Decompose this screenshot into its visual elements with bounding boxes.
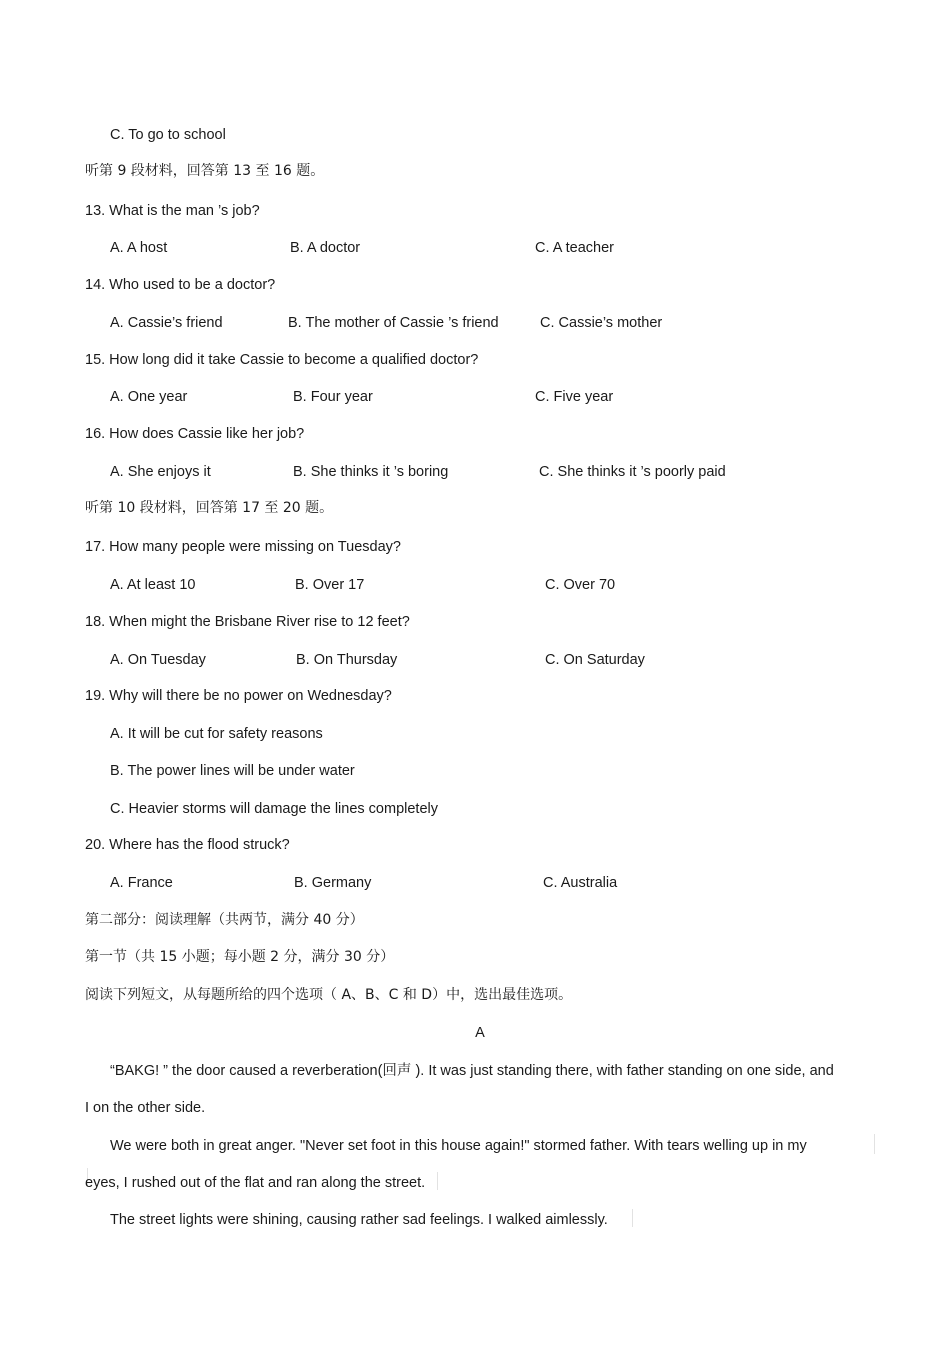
q20-option-c: C. Australia bbox=[543, 875, 618, 891]
q13-option-c: C. A teacher bbox=[535, 240, 614, 256]
passage-p1-line2: I on the other side. bbox=[85, 1100, 206, 1116]
part2-section1-header: 第一节（共 15 小题；每小题 2 分，满分 30 分） bbox=[85, 949, 395, 965]
q14-question: 14. Who used to be a doctor? bbox=[85, 277, 276, 293]
q20-question: 20. Where has the flood struck? bbox=[85, 837, 290, 853]
q12-option-c: C. To go to school bbox=[110, 127, 226, 143]
part2-instruction: 阅读下列短文，从每题所给的四个选项（ A、B、C 和 D）中，选出最佳选项。 bbox=[85, 987, 573, 1003]
section-9-header: 听第 9 段材料，回答第 13 至 16 题。 bbox=[85, 163, 325, 179]
q17-option-a: A. At least 10 bbox=[110, 577, 196, 593]
q18-option-a: A. On Tuesday bbox=[110, 652, 206, 668]
q18-question: 18. When might the Brisbane River rise to 12 feet? bbox=[85, 614, 410, 630]
passage-label: A bbox=[475, 1025, 485, 1041]
q19-option-b: B. The power lines will be under water bbox=[110, 763, 355, 779]
q16-question: 16. How does Cassie like her job? bbox=[85, 426, 305, 442]
q14-option-a: A. Cassie’s friend bbox=[110, 315, 223, 331]
q16-option-b: B. She thinks it ’s boring bbox=[293, 464, 449, 480]
q18-option-b: B. On Thursday bbox=[296, 652, 398, 668]
passage-p1-line1: “BAKG! ” the door caused a reverberation(回声 ). It was just standing there, with father standing on one side, and bbox=[110, 1063, 834, 1079]
passage-p3-line1: The street lights were shining, causing rather sad feelings. I walked aimlessly. bbox=[110, 1212, 608, 1228]
q19-question: 19. Why will there be no power on Wednesday? bbox=[85, 688, 392, 704]
q17-question: 17. How many people were missing on Tuesday? bbox=[85, 539, 401, 555]
q18-option-c: C. On Saturday bbox=[545, 652, 645, 668]
q13-option-b: B. A doctor bbox=[290, 240, 361, 256]
scan-mark bbox=[874, 1134, 875, 1154]
q16-option-a: A. She enjoys it bbox=[110, 464, 211, 480]
q13-question: 13. What is the man ’s job? bbox=[85, 203, 260, 219]
q17-option-c: C. Over 70 bbox=[545, 577, 616, 593]
q15-question: 15. How long did it take Cassie to become a qualified doctor? bbox=[85, 352, 479, 368]
q15-option-c: C. Five year bbox=[535, 389, 614, 405]
passage-p2-line2: eyes, I rushed out of the flat and ran along the street. bbox=[85, 1175, 426, 1191]
scan-mark bbox=[632, 1209, 633, 1227]
q20-option-b: B. Germany bbox=[294, 875, 372, 891]
passage-p2-line1: We were both in great anger. "Never set foot in this house again!" stormed father. With tears welling up in my bbox=[110, 1138, 807, 1154]
q19-option-a: A. It will be cut for safety reasons bbox=[110, 726, 323, 742]
q20-option-a: A. France bbox=[110, 875, 173, 891]
q16-option-c: C. She thinks it ’s poorly paid bbox=[539, 464, 726, 480]
q14-option-b: B. The mother of Cassie ’s friend bbox=[288, 315, 499, 331]
q17-option-b: B. Over 17 bbox=[295, 577, 365, 593]
q15-option-b: B. Four year bbox=[293, 389, 373, 405]
q19-option-c: C. Heavier storms will damage the lines completely bbox=[110, 801, 438, 817]
q14-option-c: C. Cassie’s mother bbox=[540, 315, 663, 331]
scan-mark bbox=[437, 1172, 438, 1190]
part2-title: 第二部分：阅读理解（共两节，满分 40 分） bbox=[85, 912, 364, 928]
q15-option-a: A. One year bbox=[110, 389, 188, 405]
section-10-header: 听第 10 段材料，回答第 17 至 20 题。 bbox=[85, 500, 334, 516]
q13-option-a: A. A host bbox=[110, 240, 168, 256]
